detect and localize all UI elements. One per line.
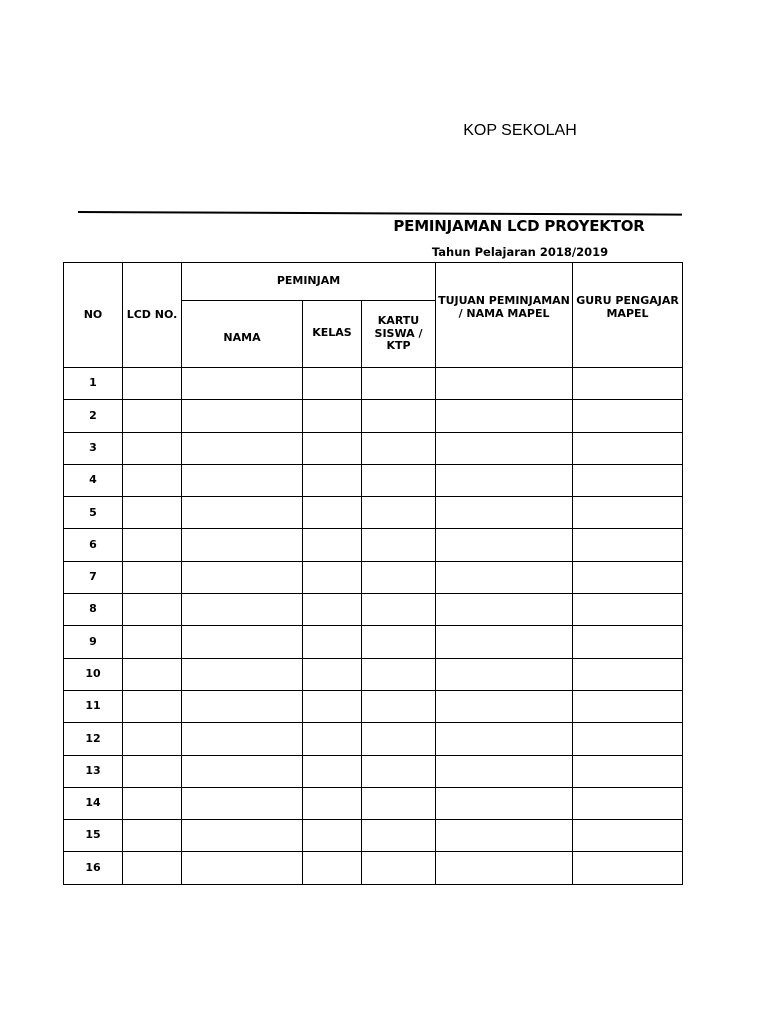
empty-cell[interactable] <box>182 432 303 464</box>
empty-cell[interactable] <box>362 400 436 432</box>
table-row <box>64 432 683 464</box>
empty-cell[interactable] <box>362 497 436 529</box>
row-number: 10 <box>64 658 123 690</box>
header-peminjam: PEMINJAM <box>182 263 436 301</box>
empty-cell[interactable] <box>573 852 683 884</box>
table-row <box>64 626 683 658</box>
empty-cell[interactable] <box>182 529 303 561</box>
empty-cell[interactable] <box>436 464 573 496</box>
empty-cell[interactable] <box>573 755 683 787</box>
empty-cell[interactable] <box>303 626 362 658</box>
empty-cell[interactable] <box>362 820 436 852</box>
empty-cell[interactable] <box>436 626 573 658</box>
empty-cell[interactable] <box>182 852 303 884</box>
empty-cell[interactable] <box>123 658 182 690</box>
empty-cell[interactable] <box>123 787 182 819</box>
table-row <box>64 755 683 787</box>
empty-cell[interactable] <box>436 400 573 432</box>
empty-cell[interactable] <box>573 561 683 593</box>
empty-cell[interactable] <box>303 658 362 690</box>
empty-cell[interactable] <box>362 561 436 593</box>
empty-cell[interactable] <box>362 626 436 658</box>
empty-cell[interactable] <box>573 464 683 496</box>
empty-cell[interactable] <box>123 626 182 658</box>
empty-cell[interactable] <box>362 658 436 690</box>
empty-cell[interactable] <box>573 400 683 432</box>
row-number: 14 <box>64 787 123 819</box>
empty-cell[interactable] <box>123 368 182 400</box>
empty-cell[interactable] <box>573 626 683 658</box>
empty-cell[interactable] <box>362 464 436 496</box>
empty-cell[interactable] <box>362 432 436 464</box>
empty-cell[interactable] <box>436 852 573 884</box>
empty-cell[interactable] <box>362 787 436 819</box>
table-row <box>64 852 683 884</box>
table-row <box>64 561 683 593</box>
empty-cell[interactable] <box>436 368 573 400</box>
empty-cell[interactable] <box>436 690 573 722</box>
school-letterhead-placeholder: KOP SEKOLAH <box>463 122 577 139</box>
empty-cell[interactable] <box>573 529 683 561</box>
empty-cell[interactable] <box>123 497 182 529</box>
empty-cell[interactable] <box>303 529 362 561</box>
header-lcd-no: LCD NO. <box>123 263 182 368</box>
table-row <box>64 787 683 819</box>
row-number: 6 <box>64 529 123 561</box>
empty-cell[interactable] <box>182 690 303 722</box>
empty-cell[interactable] <box>573 368 683 400</box>
header-kartu: KARTU SISWA / KTP <box>362 301 436 368</box>
header-kelas: KELAS <box>303 301 362 368</box>
empty-cell[interactable] <box>182 497 303 529</box>
empty-cell[interactable] <box>573 497 683 529</box>
empty-cell[interactable] <box>436 561 573 593</box>
empty-cell[interactable] <box>303 464 362 496</box>
table-row <box>64 464 683 496</box>
row-number: 9 <box>64 626 123 658</box>
empty-cell[interactable] <box>436 432 573 464</box>
empty-cell[interactable] <box>573 594 683 626</box>
row-number: 4 <box>64 464 123 496</box>
empty-cell[interactable] <box>436 723 573 755</box>
row-number: 3 <box>64 432 123 464</box>
empty-cell[interactable] <box>182 464 303 496</box>
empty-cell[interactable] <box>362 368 436 400</box>
empty-cell[interactable] <box>362 594 436 626</box>
empty-cell[interactable] <box>573 432 683 464</box>
empty-cell[interactable] <box>182 400 303 432</box>
empty-cell[interactable] <box>362 690 436 722</box>
row-number: 13 <box>64 755 123 787</box>
empty-cell[interactable] <box>123 400 182 432</box>
empty-cell[interactable] <box>303 723 362 755</box>
empty-cell[interactable] <box>123 594 182 626</box>
empty-cell[interactable] <box>436 497 573 529</box>
empty-cell[interactable] <box>303 755 362 787</box>
empty-cell[interactable] <box>436 787 573 819</box>
empty-cell[interactable] <box>303 368 362 400</box>
table-row <box>64 658 683 690</box>
empty-cell[interactable] <box>362 852 436 884</box>
empty-cell[interactable] <box>436 594 573 626</box>
empty-cell[interactable] <box>182 626 303 658</box>
empty-cell[interactable] <box>303 400 362 432</box>
row-number: 7 <box>64 561 123 593</box>
empty-cell[interactable] <box>123 464 182 496</box>
empty-cell[interactable] <box>123 852 182 884</box>
row-number: 1 <box>64 368 123 400</box>
empty-cell[interactable] <box>123 561 182 593</box>
empty-cell[interactable] <box>182 594 303 626</box>
header-no: NO <box>64 263 123 368</box>
empty-cell[interactable] <box>436 820 573 852</box>
loan-table <box>63 262 683 885</box>
academic-year: Tahun Pelajaran 2018/2019 <box>431 245 609 259</box>
empty-cell[interactable] <box>303 497 362 529</box>
empty-cell[interactable] <box>573 787 683 819</box>
table-row <box>64 594 683 626</box>
empty-cell[interactable] <box>362 723 436 755</box>
empty-cell[interactable] <box>573 723 683 755</box>
empty-cell[interactable] <box>303 787 362 819</box>
header-guru: GURU PENGAJAR MAPEL <box>573 263 683 368</box>
empty-cell[interactable] <box>123 755 182 787</box>
empty-cell[interactable] <box>303 820 362 852</box>
row-number: 2 <box>64 400 123 432</box>
row-number: 11 <box>64 690 123 722</box>
row-number: 8 <box>64 594 123 626</box>
empty-cell[interactable] <box>182 658 303 690</box>
empty-cell[interactable] <box>303 852 362 884</box>
empty-cell[interactable] <box>573 658 683 690</box>
empty-cell[interactable] <box>303 690 362 722</box>
empty-cell[interactable] <box>182 820 303 852</box>
empty-cell[interactable] <box>436 529 573 561</box>
empty-cell[interactable] <box>362 529 436 561</box>
empty-cell[interactable] <box>123 529 182 561</box>
table-row <box>64 820 683 852</box>
empty-cell[interactable] <box>123 432 182 464</box>
empty-cell[interactable] <box>123 820 182 852</box>
empty-cell[interactable] <box>182 787 303 819</box>
table-row <box>64 497 683 529</box>
table-row <box>64 529 683 561</box>
table-row <box>64 368 683 400</box>
header-tujuan: TUJUAN PEMINJAMAN / NAMA MAPEL <box>436 263 573 368</box>
empty-cell[interactable] <box>303 561 362 593</box>
empty-cell[interactable] <box>573 820 683 852</box>
row-number: 12 <box>64 723 123 755</box>
table-row <box>64 400 683 432</box>
empty-cell[interactable] <box>182 755 303 787</box>
table-row <box>64 723 683 755</box>
empty-cell[interactable] <box>436 658 573 690</box>
table-row <box>64 690 683 722</box>
empty-cell[interactable] <box>182 723 303 755</box>
empty-cell[interactable] <box>303 432 362 464</box>
empty-cell[interactable] <box>303 594 362 626</box>
header-nama: NAMA <box>182 301 303 368</box>
row-number: 15 <box>64 820 123 852</box>
empty-cell[interactable] <box>362 755 436 787</box>
header-divider <box>78 211 682 216</box>
empty-cell[interactable] <box>182 561 303 593</box>
row-number: 5 <box>64 497 123 529</box>
empty-cell[interactable] <box>573 690 683 722</box>
empty-cell[interactable] <box>436 755 573 787</box>
empty-cell[interactable] <box>123 690 182 722</box>
document-title: PEMINJAMAN LCD PROYEKTOR <box>393 217 645 235</box>
row-number: 16 <box>64 852 123 884</box>
empty-cell[interactable] <box>123 723 182 755</box>
empty-cell[interactable] <box>182 368 303 400</box>
